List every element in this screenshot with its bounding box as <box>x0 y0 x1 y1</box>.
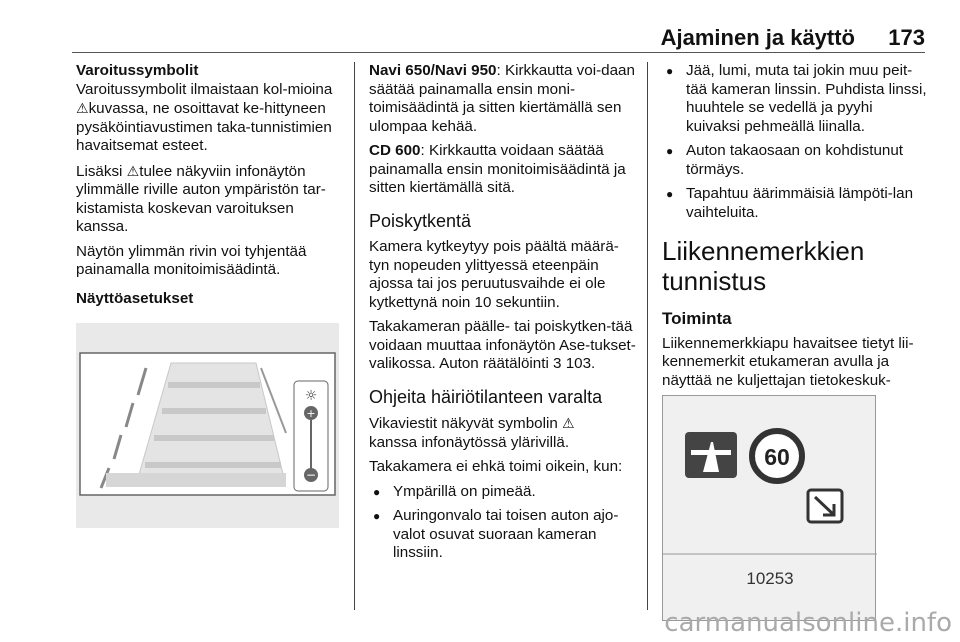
camera-view-graphic <box>76 323 339 528</box>
warning-triangle-icon: ⚠ <box>76 100 89 116</box>
odometer-value: 10253 <box>746 569 794 588</box>
svg-text:60: 60 <box>764 444 790 470</box>
list-item: ● Auringonvalo tai toisen auton ajo-valot osuvat suoraan kameran linssiin. <box>369 507 637 563</box>
warning-triangle-icon: ⚠ <box>562 415 575 431</box>
list-item: ● Ympärillä on pimeää. <box>369 483 637 502</box>
paragraph: Takakamera ei ehkä toimi oikein, kun: <box>369 458 623 475</box>
paragraph: Vikaviestit näkyvät symbolin ⚠ kanssa infonäytössä ylärivillä. <box>369 415 575 451</box>
section-title: Ajaminen ja käyttö <box>660 25 855 50</box>
warning-triangle-icon: ⚠ <box>126 162 140 179</box>
watermark: carmanualsonline.info <box>664 608 952 638</box>
paragraph: Lisäksi ⚠tulee näkyviin infonäytön ylimmälle riville auton ympäristön tar-kistamista koskevan varoituksen kanssa. <box>76 162 326 235</box>
column-divider <box>647 62 648 610</box>
header-divider <box>72 52 925 53</box>
list-item: ● Auton takaosaan on kohdistunut törmäys. <box>662 142 928 179</box>
heading-warning-symbols: Varoitussymbolit <box>76 62 199 79</box>
paragraph: Navi 650/Navi 950: Kirkkautta voi-daan säätää painamalla ensin moni-toimisäädintä ja sitten kiertämällä sen ulompaa kehää. <box>369 62 635 135</box>
list-item: ● Jää, lumi, muta tai jokin muu peit-tää kameran linssin. Puhdista linssi, huuhtele se vedellä ja pyyhi kuivaksi pehmeällä liinalla. <box>662 62 928 136</box>
list-item: ● Tapahtuu äärimmäisiä lämpöti-lan vaihteluita. <box>662 185 928 222</box>
paragraph: Kamera kytkeytyy pois päältä määrä-tyn nopeuden ylittyessä eteenpäin ajossa tai jos peruutusvaihde ei ole kytkettynä noin 10 sekuntiin. <box>369 238 619 311</box>
heading-traffic-sign-recognition: Liikennemerkkien tunnistus <box>662 236 865 296</box>
page-reference-link[interactable]: 3 103. <box>553 355 596 372</box>
column-2 <box>369 62 637 569</box>
heading-display-settings: Näyttöasetukset <box>76 289 194 307</box>
sign-display-graphic <box>663 396 877 622</box>
column-3 <box>662 62 928 415</box>
page-header <box>72 25 925 55</box>
svg-text:☼: ☼ <box>304 388 318 404</box>
rear-camera-display-illustration <box>76 323 339 528</box>
page-number: 173 <box>888 25 925 50</box>
bullet-list <box>662 62 928 222</box>
column-divider <box>354 62 355 610</box>
paragraph: CD 600: Kirkkautta voidaan säätää painamalla ensin monitoimisäädintä ja sitten kiertämällä sitä. <box>369 142 626 196</box>
traffic-sign-display-illustration <box>662 395 876 621</box>
bullet-list <box>369 483 637 563</box>
svg-text:+: + <box>306 407 316 420</box>
heading-troubleshooting: Ohjeita häiriötilanteen varalta <box>369 386 603 407</box>
paragraph: Takakameran päälle- tai poiskytken-tää voidaan muuttaa infonäytön Ase-tukset-valikossa. Auton räätälöinti 3 103. <box>369 318 636 372</box>
paragraph: Näytön ylimmän rivin voi tyhjentää painamalla monitoimisäädintä. <box>76 242 307 278</box>
heading-function: Toiminta <box>662 309 732 328</box>
column-1 <box>76 62 344 308</box>
paragraph: Liikennemerkkiapu havaitsee tietyt lii-kennemerkit etukameran avulla ja näyttää ne kuljettajan tietokeskuk- <box>662 334 914 389</box>
heading-switch-off: Poiskytkentä <box>369 210 472 231</box>
paragraph: Varoitussymbolit ilmaistaan kol-mioina ⚠kuvassa, ne osoittavat ke-hittyneen pysäköintiavustimen taka-tunnistimien havaitsemat esteet. <box>76 80 333 154</box>
svg-text:−: − <box>305 468 317 482</box>
